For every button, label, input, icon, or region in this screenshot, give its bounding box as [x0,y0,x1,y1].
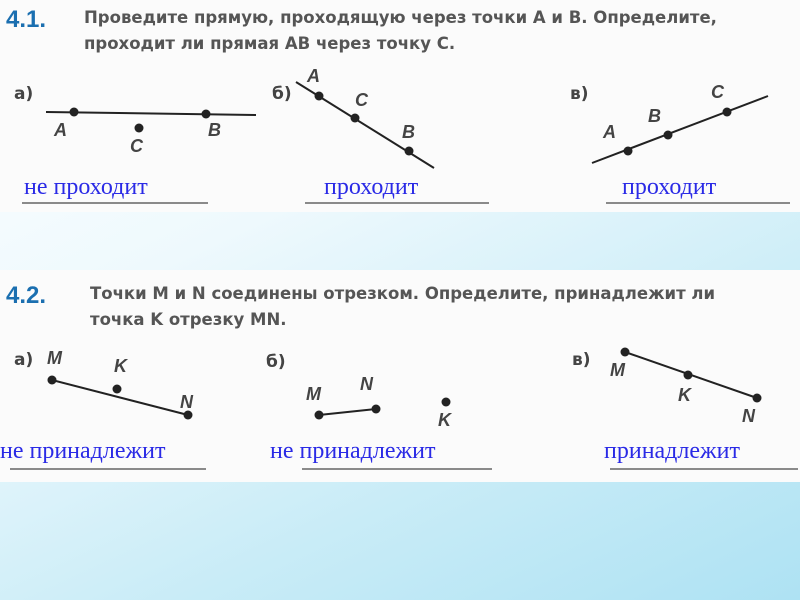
answer-b: не принадлежит [270,438,436,464]
label-n-c: N [742,406,755,426]
exercise-number: 4.2. [6,282,47,309]
point-m-c [621,348,630,357]
label-m-c: M [610,360,625,380]
answer-line-b [302,468,492,470]
point-k-a [113,385,122,394]
answer-c: проходит [622,174,717,200]
answer-a: не принадлежит [0,438,166,464]
line-ab-c [592,96,768,163]
segment-mn-b [319,409,376,415]
point-b-a [202,110,211,119]
point-c-a [135,124,144,133]
exercise-task-line2: точка K отрезку MN. [90,310,287,329]
part-c-tag: в) [570,84,589,104]
point-n-b [372,405,381,414]
part-a-tag: а) [14,84,34,104]
exercise-4-2-panel [0,270,800,482]
exercise-task-line1: Точки M и N соединены отрезком. Определите, принадлежит ли [90,284,716,303]
point-k-b [442,398,451,407]
label-a-a: A [54,120,67,140]
label-k-b: K [438,410,451,430]
point-c-b [351,114,360,123]
label-b-b: B [402,122,415,142]
part-c-tag: в) [572,350,591,370]
part-b-tag: б) [266,352,286,372]
answer-line-a [22,202,208,204]
answer-c: принадлежит [604,438,740,464]
label-c-b: C [355,90,368,110]
answer-line-a [10,468,206,470]
label-n-a: N [180,392,193,412]
exercise-number: 4.1. [6,6,47,33]
label-c-c: C [711,82,724,102]
point-m-b [315,411,324,420]
label-k-c: K [678,385,691,405]
label-b-a: B [208,120,221,140]
label-k-a: K [114,356,127,376]
point-b-c [664,131,673,140]
part-b-tag: б) [272,84,292,104]
answer-b: проходит [324,174,419,200]
exercise-task-line2: проходит ли прямая AB через точку C. [84,34,456,53]
answer-line-b [305,202,489,204]
answer-a: не проходит [24,174,148,200]
label-n-b: N [360,374,373,394]
point-c-c [723,108,732,117]
segment-mn-a [52,380,188,415]
point-k-c [684,371,693,380]
label-m-b: M [306,384,321,404]
exercise-task-line1: Проведите прямую, проходящую через точки A и B. Определите, [84,8,717,27]
part-a-tag: а) [14,350,34,370]
point-a-b [315,92,324,101]
point-a-c [624,147,633,156]
label-c-a: C [130,136,143,156]
point-n-c [753,394,762,403]
exercise-4-1-panel [0,0,800,212]
label-a-b: A [307,66,320,86]
answer-line-c [610,468,798,470]
point-m-a [48,376,57,385]
answer-line-c [606,202,790,204]
point-a-a [70,108,79,117]
point-b-b [405,147,414,156]
label-a-c: A [603,122,616,142]
label-b-c: B [648,106,661,126]
label-m-a: M [47,348,62,368]
